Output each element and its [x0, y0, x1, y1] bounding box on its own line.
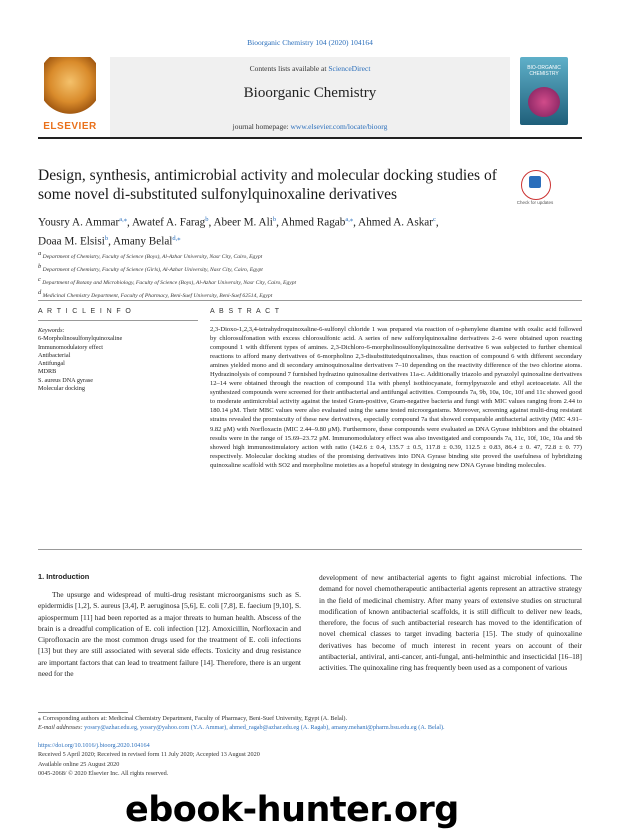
- cover-title: BIO-ORGANIC CHEMISTRY: [527, 65, 561, 77]
- crossmark-badge: [529, 176, 541, 188]
- affiliation-marker: d: [38, 289, 42, 297]
- crossmark-icon[interactable]: [521, 170, 551, 200]
- author-separator: ,: [353, 216, 359, 229]
- journal-header: [110, 57, 510, 137]
- affiliation-text: Medicinal Chemistry Department, Faculty of Pharmacy, Beni-Suef University, Beni-Suef 62514, Egypt: [41, 293, 273, 300]
- journal-cover: [520, 57, 568, 125]
- journal-homepage-link[interactable]: www.elsevier.com/locate/bioorg: [290, 122, 388, 131]
- keyword: MDRB: [38, 368, 57, 376]
- crossmark-label[interactable]: Check for updates: [516, 200, 554, 205]
- keyword: S. aureus DNA gyrase: [38, 376, 93, 384]
- email-line: [38, 723, 582, 732]
- copyright: 0045-2068/ © 2020 Elsevier Inc. All rights reserved.: [38, 770, 169, 778]
- author-separator: ,: [435, 216, 439, 229]
- author-affiliation-marker[interactable]: c: [433, 216, 436, 223]
- affiliation-line: [38, 275, 558, 288]
- abstract-text: 2,3-Dioxo-1,2,3,4-tetrahydroquinoxaline-6-sulfonyl chloride 1 was prepared via reaction of o-phenylene diamine with oxalic acid followed by chlorosulfonation with excess chlorosulfonic acid. A series of new sulfonylquinoxaline derivatives 2–6 were obtained upon reacting compound 1 with different types of amines. 2,3-Dichloro-6-morpholinosulfonylquinoxaline derivative 6 was subjected to further chemical reactions to afford many derivatives of 6-morpholino 2,3-disubstitutedquinoxalines, thus reaction of compound 6 with different secondary amines yielded mono and di secondary aminoquinoxaline derivatives 7–10 depending on the reactivity difference of the two chlorine atoms. Hydrazinolysis of compound 7 furnished hydrazino quinoxaline derivatives 11a-c. Additionally triazolo and pyrazolyl quinoxaline derivatives 12–14 were obtained through the reaction of compound 11a with phenyl isothiocyanate, formylpyrazole and ethyl acetoacetate. All the synthesized compounds were screened for their antibacterial and antifungal activities. Compounds 7a, 9b, 10a, 10c, 10f and 11c showed good to moderate antimicrobial activity against the tested Gram-positive, Gram-negative bacteria and fungi with MIC values ranging from 2.44 to 180.14 μM. Their MBC values were also evaluated using the same tested microorganisms. Moreover, screening against multi-drug resistant strains revealed the promiscuity of these new derivatives, especially compound 7a that showed comparable antibacterial activity (MIC 4.91–9.82 μM) with Norfloxacin (MIC 2.44–9.80 μM). Furthermore, these compounds were evaluated as DNA Gyrase inhibitors and the obtained results were in the range of 15.69–23.72 μM. Immunomodulatory effect was also investigated and compounds 7a, 11c, 10f, 10c, 10a and 9b showed high immunostimulatory action with ratio (142.6 ± 0.4, 135.7 ± 0.5, 117.8 ± 0.39, 112.5 ± 0.83, 86.4 ± 0. 47, 72.8 ± 0. 77) respectively. Molecular docking studies of the promising derivatives into DNA Gyrase binding site proved the usefulness of hybridizing quinoxaline scaffold with SO2 and morpholine moieties as a hopeful strategy in designing new DNA Gyrase binding molecules.: [210, 326, 582, 469]
- author-name: Abeer M. Ali: [213, 216, 273, 229]
- introduction-heading: 1. Introduction: [38, 572, 90, 581]
- keyword: Molecular docking: [38, 385, 85, 393]
- abstract-end-rule: [38, 549, 582, 550]
- author-name: Doaa M. Elsisi: [38, 235, 105, 248]
- author-name: Yousry A. Ammar: [38, 216, 120, 229]
- affiliation-text: Department of Chemistry, Faculty of Science (Boys), Al-Azhar University, Nasr City, Cairo, Egypt: [41, 253, 263, 260]
- abstract-heading: A B S T R A C T: [210, 308, 281, 315]
- keyword: Immunomodulatory effect: [38, 343, 104, 351]
- footnote-rule: [38, 712, 128, 713]
- publication-info: [38, 741, 582, 779]
- author-affiliation-marker[interactable]: a,⁎: [345, 216, 354, 223]
- author-list: [38, 212, 558, 249]
- affiliation-line: [38, 249, 558, 262]
- author-name: Ahmed A. Askar: [358, 216, 433, 229]
- elsevier-logo: [38, 57, 102, 135]
- author-separator: ,: [276, 216, 282, 229]
- contents-line: [110, 64, 510, 73]
- keyword: Antifungal: [38, 360, 65, 368]
- affiliation-line: [38, 262, 558, 275]
- elsevier-tree-icon: [44, 57, 96, 119]
- affiliation-marker: a: [38, 250, 42, 257]
- email-addresses[interactable]: yossry@azhar.edu.eg, yossry@yahoo.com (Y.A. Ammar), ahmed_ragab@azhar.edu.eg (A. Ragab), amany.mehani@pharm.bsu.edu.eg (A. Belal).: [84, 724, 445, 732]
- author-separator: ,: [127, 216, 132, 229]
- affiliation-text: Department of Botany and Microbiology, Faculty of Science (Boys), Al-Azhar University, Nasr City, Cairo, Egypt: [40, 279, 297, 286]
- journal-reference[interactable]: Bioorganic Chemistry 104 (2020) 104164: [247, 38, 373, 47]
- article-info-rule: [38, 320, 198, 321]
- corresponding-author-note: ⁎ Corresponding authors at: Medicinal Chemistry Department, Faculty of Pharmacy, Beni-Suef University, Egypt (A. Belal).: [38, 715, 348, 722]
- homepage-prefix: journal homepage:: [232, 122, 291, 131]
- elsevier-wordmark: ELSEVIER: [43, 121, 97, 132]
- watermark: ebook-hunter.org: [125, 790, 459, 830]
- affiliation-marker: b: [38, 263, 42, 271]
- author-affiliation-marker[interactable]: b: [272, 216, 277, 223]
- keywords-label: Keywords:: [38, 327, 65, 334]
- author-affiliation-marker[interactable]: a,⁎: [119, 216, 127, 223]
- affiliation-text: Department of Chemistry, Faculty of Science (Girls), Al-Azhar University, Nasr City, Cairo, Egypt: [41, 266, 263, 273]
- keywords-block: [38, 327, 198, 393]
- homepage-line: [110, 122, 510, 131]
- author-name: Awatef A. Farag: [131, 216, 206, 229]
- introduction-left-column: The upsurge and widespread of multi-drug resistant microorganisms such as S. epidermidis [1,2], S. aureus [3,4], P. aeruginosa [5,6], E. coli [7,8], E. faecium [9,10], S. apiospermum [11] had been reported as a major threats to human health. Abscess of the brain is a dreadful complication of E. coli infection [12]. Amoxicillin, Norfloxacin and Ciprofloxacin are the most common drugs used for the treatment of E. coli infections [13] but they are still associated with several side effects. Toxicity and drug resistance are important factors that can lead to treatment failure [14]. Therefore, there is an urgent need for the: [38, 590, 301, 678]
- doi-link[interactable]: https://doi.org/10.1016/j.bioorg.2020.104164: [38, 742, 150, 749]
- article-title: Design, synthesis, antimicrobial activity and molecular docking studies of some novel di-substituted sulfonylquinoxaline derivatives: [38, 167, 497, 203]
- keyword: Antibacterial: [38, 351, 71, 359]
- keyword-list: [38, 335, 198, 393]
- keyword: 6-Morpholinosulfonylquinoxaline: [38, 335, 123, 343]
- author-name: Amany Belal: [113, 235, 173, 248]
- article-info-heading: A R T I C L E I N F O: [38, 308, 133, 315]
- header-rule: [38, 137, 582, 139]
- section-rule: [38, 300, 582, 301]
- online-date: Available online 25 August 2020: [38, 760, 120, 768]
- abstract-rule: [210, 320, 582, 321]
- contents-prefix: Contents lists available at: [249, 64, 329, 73]
- cover-art-icon: [528, 87, 560, 117]
- author-name: Ahmed Ragab: [281, 216, 346, 229]
- received-dates: Received 5 April 2020; Received in revised form 11 July 2020; Accepted 13 August 2020: [38, 751, 260, 759]
- footnote: [38, 714, 582, 733]
- introduction-right-column: development of new antibacterial agents to fight against microbial infections. The demand for novel chemotherapeutic antibacterial agents represent an attractive strategy in the field of medicinal chemistry. After many years of extensive studies on structural modification of known antibacterial scaffolds, it is still difficult to deliver new leads, therefore, the focus of such antibacterial research has moved to the identification of novel chemical classes to target invading bacteria [15]. The study of quinoxaline derivatives has become of much interest in recent years on account of their antibacterial, antiviral, anti-cancer, anti-fungal, anti-helminthic and insecticidal [16–18] activities. The quinoxaline ring has frequently been used as a component of various: [319, 573, 582, 672]
- affiliation-marker: c: [38, 276, 41, 284]
- author-affiliation-marker[interactable]: b: [205, 216, 209, 223]
- author-separator: ,: [108, 235, 114, 248]
- sciencedirect-link[interactable]: ScienceDirect: [328, 64, 371, 73]
- author-affiliation-marker[interactable]: d,⁎: [172, 234, 181, 242]
- author-separator: ,: [208, 216, 214, 229]
- affiliations: [38, 249, 558, 301]
- journal-name: Bioorganic Chemistry: [243, 85, 377, 101]
- author-affiliation-marker[interactable]: b: [104, 234, 109, 242]
- email-label: E-mail addresses:: [38, 724, 83, 732]
